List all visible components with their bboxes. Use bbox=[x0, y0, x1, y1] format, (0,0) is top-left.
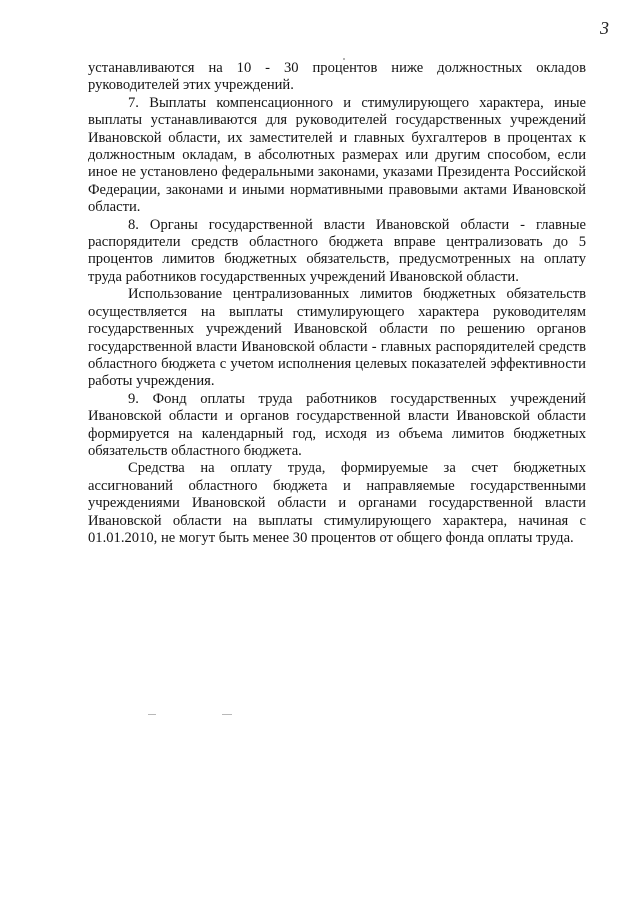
scan-artifact-line bbox=[222, 714, 232, 715]
paragraph-centralized-limits: Использование централизованных лимитов бюджетных обязательств осуществляется на выплаты стимулирующего характера руководителям государственных учреждений Ивановской области по решению органов государственной власти Ивановской области - главных распорядителей средств областного бюджета с учетом исполнения целевых показателей эффективности работы учреждения. bbox=[88, 286, 586, 390]
page-number: 3 bbox=[600, 18, 609, 38]
scan-artifact-line bbox=[148, 714, 156, 715]
paragraph-item-9: 9. Фонд оплаты труда работников государственных учреждений Ивановской области и органов государственной власти Ивановской области формируется на календарный год, исходя из объема лимитов бюджетных обязательств областного бюджета. bbox=[88, 390, 586, 459]
scan-speck bbox=[343, 58, 345, 60]
paragraph-payroll-funds: Средства на оплату труда, формируемые за счет бюджетных ассигнований областного бюджета и направляемые государственными учреждениями Ивановской области и органами государственной власти Ивановской области на выплаты стимулирующего характера, начиная с 01.01.2010, не могут быть менее 30 процентов от общего фонда оплаты труда. bbox=[88, 460, 586, 546]
paragraph-item-8: 8. Органы государственной власти Ивановской области - главные распорядители средств областного бюджета вправе централизовать до 5 процентов лимитов бюджетных обязательств, предусмотренных на оплату труда работников государственных учреждений Ивановской области. bbox=[88, 216, 586, 285]
paragraph-continuation: устанавливаются на 10 - 30 процентов ниже должностных окладов руководителей этих учреждений. bbox=[88, 60, 586, 94]
document-body bbox=[88, 60, 586, 547]
paragraph-item-7: 7. Выплаты компенсационного и стимулирующего характера, иные выплаты устанавливаются для руководителей государственных учреждений Ивановской области, их заместителей и главных бухгалтеров в процентах к должностным окладам, в абсолютных размерах или другим способом, если иное не установлено федеральными законами, указами Президента Российской Федерации, законами и иными нормативными правовыми актами Ивановской области. bbox=[88, 94, 586, 216]
